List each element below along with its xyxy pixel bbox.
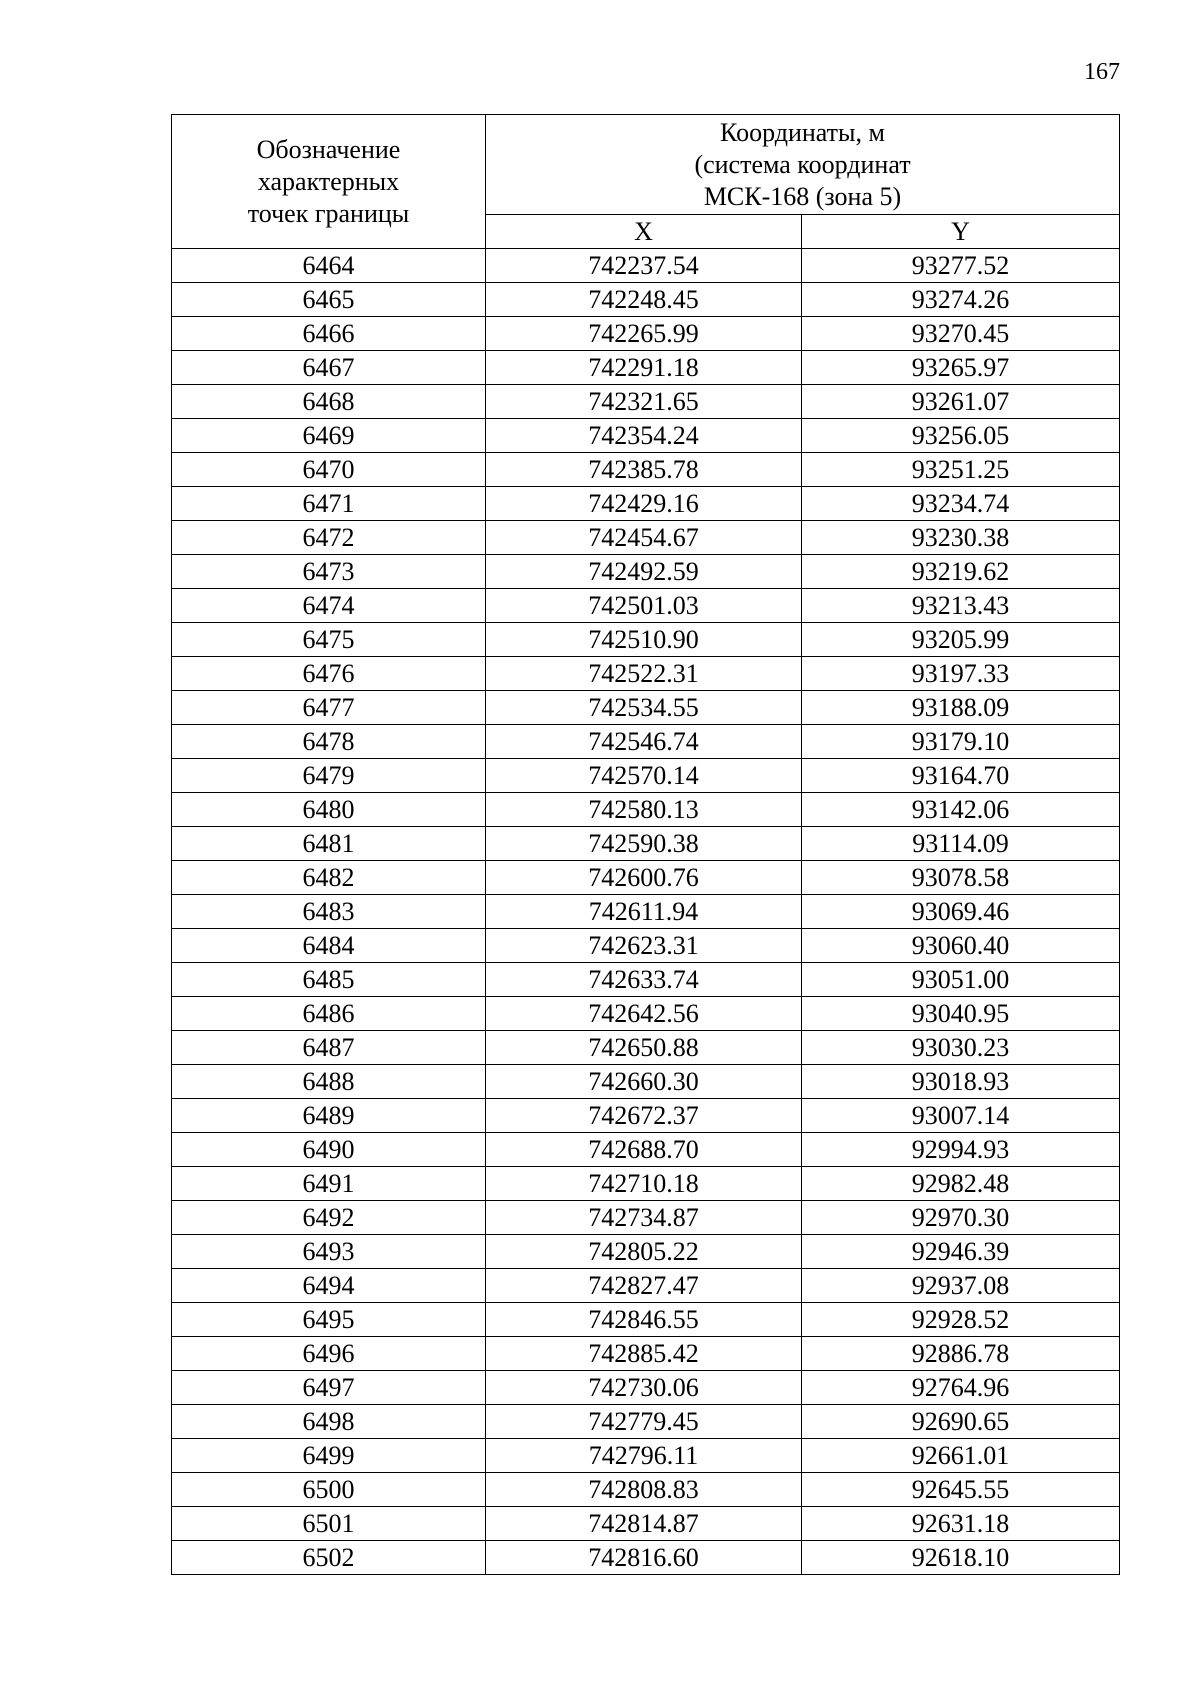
point-id-cell: 6481 [172,827,486,861]
table-row [172,1065,1120,1099]
point-id-cell: 6494 [172,1269,486,1303]
y-coordinate-cell: 93069.46 [802,895,1120,929]
x-coordinate-cell: 742522.31 [486,657,802,691]
table-row [172,521,1120,555]
x-coordinate-cell: 742846.55 [486,1303,802,1337]
table-row [172,997,1120,1031]
table-row [172,1031,1120,1065]
x-coordinate-cell: 742385.78 [486,453,802,487]
y-coordinate-cell: 92764.96 [802,1371,1120,1405]
x-coordinate-cell: 742796.11 [486,1439,802,1473]
x-coordinate-cell: 742779.45 [486,1405,802,1439]
x-coordinate-cell: 742611.94 [486,895,802,929]
x-coordinate-cell: 742492.59 [486,555,802,589]
point-id-cell: 6467 [172,351,486,385]
table-row [172,929,1120,963]
point-id-cell: 6465 [172,283,486,317]
x-coordinate-cell: 742321.65 [486,385,802,419]
y-coordinate-cell: 93007.14 [802,1099,1120,1133]
table-row [172,385,1120,419]
y-coordinate-cell: 93197.33 [802,657,1120,691]
x-coordinate-cell: 742734.87 [486,1201,802,1235]
point-id-cell: 6490 [172,1133,486,1167]
x-column-header: X [486,215,802,249]
x-coordinate-cell: 742570.14 [486,759,802,793]
point-id-cell: 6499 [172,1439,486,1473]
y-coordinate-cell: 93114.09 [802,827,1120,861]
y-coordinate-cell: 92661.01 [802,1439,1120,1473]
y-coordinate-cell: 93270.45 [802,317,1120,351]
x-coordinate-cell: 742291.18 [486,351,802,385]
y-coordinate-cell: 92645.55 [802,1473,1120,1507]
y-coordinate-cell: 92982.48 [802,1167,1120,1201]
table-row [172,1473,1120,1507]
table-row [172,759,1120,793]
point-id-cell: 6483 [172,895,486,929]
y-coordinate-cell: 93251.25 [802,453,1120,487]
x-coordinate-cell: 742510.90 [486,623,802,657]
table-row [172,1269,1120,1303]
table-row [172,1439,1120,1473]
point-id-cell: 6479 [172,759,486,793]
y-coordinate-cell: 93060.40 [802,929,1120,963]
point-id-cell: 6472 [172,521,486,555]
table-row [172,317,1120,351]
table-row [172,1507,1120,1541]
y-coordinate-cell: 93256.05 [802,419,1120,453]
y-coordinate-cell: 93205.99 [802,623,1120,657]
y-coordinate-cell: 92690.65 [802,1405,1120,1439]
x-coordinate-cell: 742534.55 [486,691,802,725]
y-coordinate-cell: 93179.10 [802,725,1120,759]
point-id-cell: 6485 [172,963,486,997]
x-coordinate-cell: 742710.18 [486,1167,802,1201]
point-id-cell: 6478 [172,725,486,759]
point-header-line: точек границы [247,198,410,228]
x-coordinate-cell: 742814.87 [486,1507,802,1541]
table-row [172,657,1120,691]
point-header-line: характерных [257,166,400,196]
y-coordinate-cell: 92886.78 [802,1337,1120,1371]
table-row [172,861,1120,895]
table-row [172,1167,1120,1201]
x-coordinate-cell: 742633.74 [486,963,802,997]
table-row [172,963,1120,997]
y-coordinate-cell: 93188.09 [802,691,1120,725]
point-id-cell: 6468 [172,385,486,419]
x-coordinate-cell: 742580.13 [486,793,802,827]
y-coordinate-cell: 93219.62 [802,555,1120,589]
coordinates-table [171,114,1120,1575]
y-column-header: Y [802,215,1120,249]
y-coordinate-cell: 93018.93 [802,1065,1120,1099]
x-coordinate-cell: 742354.24 [486,419,802,453]
point-id-cell: 6491 [172,1167,486,1201]
x-coordinate-cell: 742805.22 [486,1235,802,1269]
x-coordinate-cell: 742501.03 [486,589,802,623]
point-id-cell: 6501 [172,1507,486,1541]
table-body [172,249,1120,1575]
point-id-cell: 6484 [172,929,486,963]
table-row [172,1337,1120,1371]
x-coordinate-cell: 742660.30 [486,1065,802,1099]
y-coordinate-cell: 92928.52 [802,1303,1120,1337]
y-coordinate-cell: 93164.70 [802,759,1120,793]
x-coordinate-cell: 742600.76 [486,861,802,895]
y-coordinate-cell: 93078.58 [802,861,1120,895]
table-row [172,793,1120,827]
page-number: 167 [1084,59,1120,85]
x-coordinate-cell: 742265.99 [486,317,802,351]
point-id-cell: 6476 [172,657,486,691]
y-coordinate-cell: 93277.52 [802,249,1120,283]
point-id-cell: 6496 [172,1337,486,1371]
x-coordinate-cell: 742650.88 [486,1031,802,1065]
table-row [172,895,1120,929]
table-row [172,827,1120,861]
table-row [172,1133,1120,1167]
table-row [172,589,1120,623]
x-coordinate-cell: 742454.67 [486,521,802,555]
x-coordinate-cell: 742808.83 [486,1473,802,1507]
point-id-cell: 6482 [172,861,486,895]
x-coordinate-cell: 742642.56 [486,997,802,1031]
coords-header-line: Координаты, м [720,117,885,147]
y-coordinate-cell: 93261.07 [802,385,1120,419]
x-coordinate-cell: 742688.70 [486,1133,802,1167]
table-row [172,419,1120,453]
point-id-cell: 6477 [172,691,486,725]
y-coordinate-cell: 93234.74 [802,487,1120,521]
point-id-cell: 6486 [172,997,486,1031]
point-id-cell: 6473 [172,555,486,589]
y-coordinate-cell: 92994.93 [802,1133,1120,1167]
point-id-cell: 6497 [172,1371,486,1405]
point-id-cell: 6470 [172,453,486,487]
x-coordinate-cell: 742816.60 [486,1541,802,1575]
y-coordinate-cell: 92946.39 [802,1235,1120,1269]
point-id-cell: 6488 [172,1065,486,1099]
x-coordinate-cell: 742590.38 [486,827,802,861]
table-row [172,1541,1120,1575]
point-id-cell: 6471 [172,487,486,521]
point-id-cell: 6502 [172,1541,486,1575]
point-id-cell: 6500 [172,1473,486,1507]
y-coordinate-cell: 93230.38 [802,521,1120,555]
point-id-cell: 6487 [172,1031,486,1065]
y-coordinate-cell: 92631.18 [802,1507,1120,1541]
point-id-cell: 6498 [172,1405,486,1439]
point-id-cell: 6475 [172,623,486,657]
table-row [172,351,1120,385]
point-header-line: Обозначение [256,134,401,164]
coordinates-header [486,115,1120,215]
point-designation-header [172,115,486,249]
table-row [172,725,1120,759]
table-row [172,691,1120,725]
x-coordinate-cell: 742248.45 [486,283,802,317]
y-coordinate-cell: 93051.00 [802,963,1120,997]
table-row [172,1235,1120,1269]
table-row [172,1371,1120,1405]
header-row [172,115,1120,215]
point-id-cell: 6474 [172,589,486,623]
table-row [172,249,1120,283]
table-row [172,623,1120,657]
table-row [172,487,1120,521]
table-row [172,453,1120,487]
y-coordinate-cell: 93142.06 [802,793,1120,827]
y-coordinate-cell: 92937.08 [802,1269,1120,1303]
table-row [172,1099,1120,1133]
table-row [172,283,1120,317]
point-id-cell: 6492 [172,1201,486,1235]
point-id-cell: 6493 [172,1235,486,1269]
x-coordinate-cell: 742623.31 [486,929,802,963]
x-coordinate-cell: 742827.47 [486,1269,802,1303]
point-id-cell: 6480 [172,793,486,827]
y-coordinate-cell: 93274.26 [802,283,1120,317]
y-coordinate-cell: 92970.30 [802,1201,1120,1235]
y-coordinate-cell: 93213.43 [802,589,1120,623]
point-id-cell: 6469 [172,419,486,453]
point-id-cell: 6466 [172,317,486,351]
x-coordinate-cell: 742429.16 [486,487,802,521]
coords-header-line: МСК-168 (зона 5) [703,181,902,211]
table-row [172,1303,1120,1337]
point-id-cell: 6489 [172,1099,486,1133]
y-coordinate-cell: 92618.10 [802,1541,1120,1575]
point-id-cell: 6464 [172,249,486,283]
y-coordinate-cell: 93030.23 [802,1031,1120,1065]
coords-header-line: (система координат [694,149,911,179]
point-id-cell: 6495 [172,1303,486,1337]
x-coordinate-cell: 742730.06 [486,1371,802,1405]
x-coordinate-cell: 742672.37 [486,1099,802,1133]
table-row [172,555,1120,589]
table-row [172,1405,1120,1439]
x-coordinate-cell: 742546.74 [486,725,802,759]
x-coordinate-cell: 742237.54 [486,249,802,283]
y-coordinate-cell: 93040.95 [802,997,1120,1031]
table-row [172,1201,1120,1235]
y-coordinate-cell: 93265.97 [802,351,1120,385]
x-coordinate-cell: 742885.42 [486,1337,802,1371]
